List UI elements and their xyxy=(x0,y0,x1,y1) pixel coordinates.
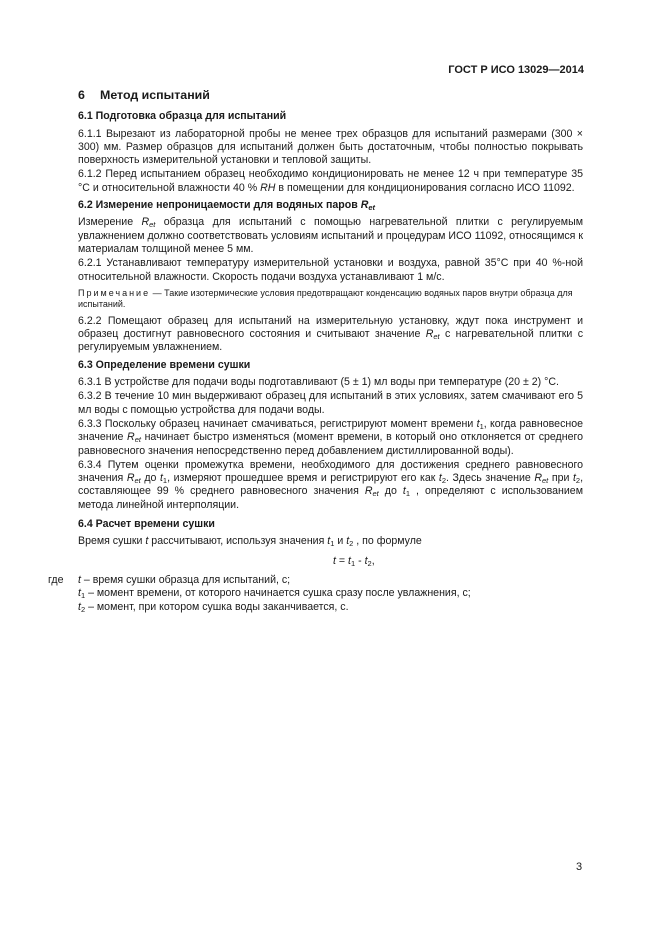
paragraph-6-1-2: 6.1.2 Перед испытанием образец необходимо кондиционировать не менее 12 ч при температуре 35 °С и относительной влажности 40 % RH в помещении для кондиционирования согласно ИСО 11092. xyxy=(78,168,583,194)
section-number: 6 xyxy=(78,88,85,102)
note-text: — Такие изотермические условия предотвращают конденсацию водяных паров внутри образца для испытаний. xyxy=(78,287,573,310)
subsection-heading-6-2: 6.2 Измерение непроницаемости для водяных паров $R_{et}$ xyxy=(78,199,376,213)
note xyxy=(78,288,583,311)
paragraph-6-3-4: 6.3.4 Путем оценки промежутка времени, необходимого для достижения среднего равновесного значения $R_{et}$ до $t_1$, измеряют прошедшее время и регистрируют его как $t_2$. Здесь значение $R_{et}$ при $t_2$, составляющее 99 % среднего равновесного значения $R_{et}$ до $t_1$ , определяют с использованием метода линейной интерполяции. xyxy=(78,458,584,511)
paragraph-6-3-3: 6.3.3 Поскольку образец начинает смачиваться, регистрируют момент времени $t_1$, когда равновесное значение $R_{et}$ начинает быстро изменяться (момент времени, в который оно отклоняется от среднего равновесного значения непосредственно перед добавлением дистиллированной воды). xyxy=(78,417,583,457)
paragraph-6-3-2: 6.3.2 В течение 10 мин выдерживают образец для испытаний в этих условиях, затем смачивают его 5 мл воды с помощью устройства для подачи воды. xyxy=(78,390,583,416)
where-item-t2: $t_2$ – момент, при котором сушка воды заканчивается, с. xyxy=(78,600,349,614)
note-label: Примечание xyxy=(78,287,151,298)
paragraph-6-2-1: 6.2.1 Устанавливают температуру измерительной установки и воздуха, равной 35°С при 40 %-ной относительной влажности. Скорость подачи воздуха устанавливают 1 м/с. xyxy=(78,257,583,283)
drying-time-formula: $t = t_1 - t_2$, xyxy=(333,554,375,568)
paragraph-6-4: Время сушки t рассчитывают, используя значения $t_1$ и $t_2$ , по формуле xyxy=(78,535,422,549)
subsection-heading-6-4: 6.4 Расчет времени сушки xyxy=(78,518,215,531)
document-body xyxy=(48,88,584,614)
paragraph-6-1-1: 6.1.1 Вырезают из лабораторной пробы не менее трех образцов для испытаний размерами (300 × 300) мм. Размер образцов для испытаний должен быть достаточным, чтобы полностью покрывать поверхность измерительной установки и тепловой защиты. xyxy=(78,127,583,167)
paragraph-6-2-intro: Измерение $R_{et}$ образца для испытаний с помощью нагревательной плитки с регулируемым увлажнением должно соответствовать условиям испытаний и процедурам ИСО 11092, относящимся к материалам толщиной менее 5 мм. xyxy=(78,216,583,255)
document-code-header: ГОСТ Р ИСО 13029—2014 xyxy=(448,64,584,76)
subsection-heading-6-3: 6.3 Определение времени сушки xyxy=(78,358,251,371)
paragraph-6-3-1: 6.3.1 В устройстве для подачи воды подготавливают (5 ± 1) мл воды при температуре (20 ± 2) °С. xyxy=(78,376,559,389)
section-title: Метод испытаний xyxy=(100,88,210,102)
paragraph-6-2-2: 6.2.2 Помещают образец для испытаний на измерительную установку, ждут пока инструмент и образец достигнут равновесного состояния и считывают значение $R_{et}$ с нагревательной плитки с регулируемым увлажнением. xyxy=(78,314,583,354)
where-item-t: t – время сушки образца для испытаний, с; xyxy=(78,573,291,586)
where-word: где xyxy=(48,573,64,586)
section-heading xyxy=(78,89,583,102)
subsection-heading-6-1: 6.1 Подготовка образца для испытаний xyxy=(78,110,287,123)
where-item-t1: $t_1$ – момент времени, от которого начинается сушка сразу после увлажнения, с; xyxy=(78,587,471,601)
page-number: 3 xyxy=(576,861,583,873)
where-list xyxy=(48,573,583,614)
